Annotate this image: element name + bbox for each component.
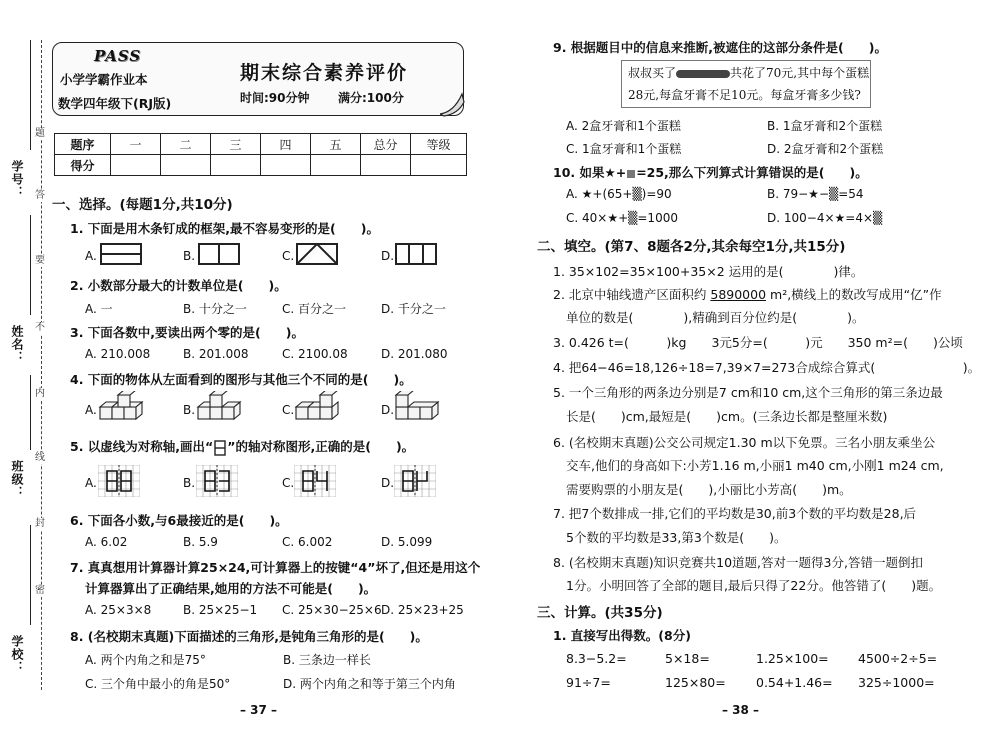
q3-option-a[interactable]: A. 210.008 (85, 347, 151, 361)
page-number-right: – 38 – (722, 703, 760, 717)
fill-question-7-line-2: 5个数的平均数是33,第3个数是( )。 (566, 530, 787, 545)
q6-option-b[interactable]: B. 5.9 (183, 535, 218, 549)
score-header-cell: 总分 (361, 134, 411, 155)
q9-option-c[interactable]: C. 1盒牙膏和1个蛋糕 (566, 142, 682, 156)
calc-item: 0.54+1.46= (756, 675, 833, 690)
question-6: 6. 下面各小数,与6最接近的是( )。 (70, 513, 288, 528)
score-input-cell[interactable] (111, 155, 161, 176)
score-header-cell: 题序 (55, 134, 111, 155)
score-header-cell: 等级 (411, 134, 467, 155)
pass-logo: PASS (94, 47, 142, 65)
q9-note-line-1: 叔叔买了 共花了70元,其中每个蛋糕 (628, 66, 870, 80)
binding-word: 密 (35, 585, 45, 596)
square-symbol-icon (627, 170, 635, 178)
q2-option-d[interactable]: D. 千分之一 (381, 302, 446, 316)
name-label: 姓名： (10, 325, 24, 364)
full-score: 满分:100分 (338, 91, 404, 105)
fill-question-2-line-2: 单位的数是( ),精确到百分位约是( )。 (566, 310, 865, 325)
score-header-cell: 一 (111, 134, 161, 155)
grid-figure-c (294, 465, 336, 497)
q5-option-d[interactable]: D. (381, 476, 395, 490)
calc-item: 8.3−5.2= (566, 651, 627, 666)
score-row-label: 得分 (55, 155, 111, 176)
calc-item: 125×80= (665, 675, 726, 690)
q10-option-c[interactable]: C. 40×★+▒=1000 (566, 211, 678, 225)
q3-option-d[interactable]: D. 201.080 (381, 347, 448, 361)
fill-question-6-line-1: 6. (名校期末真题)公交公司规定1.30 m以下免票。三名小朋友乘坐公 (553, 435, 936, 450)
section-calc-title: 三、计算。(共35分) (537, 605, 663, 621)
score-table (54, 133, 467, 176)
q7-option-d[interactable]: D. 25×23+25 (381, 603, 464, 617)
page-title: 期末综合素养评价 (240, 62, 409, 84)
frame-figure-a (100, 243, 142, 265)
q1-option-d[interactable]: D. (381, 249, 395, 263)
q8-option-b[interactable]: B. 三条边一样长 (283, 653, 371, 667)
fill-question-1: 1. 35×102=35×100+35×2 运用的是( )律。 (553, 264, 864, 279)
q4-option-d[interactable]: D. (381, 403, 395, 417)
fill-question-8-line-1: 8. (名校期末真题)知识竞赛共10道题,答对一题得3分,答错一题倒扣 (553, 555, 923, 570)
binding-word: 封 (35, 518, 45, 529)
score-input-cell[interactable] (361, 155, 411, 176)
score-header-cell: 四 (261, 134, 311, 155)
grid-figure-a (98, 465, 140, 497)
cube-figure-c (294, 391, 340, 423)
class-line (30, 375, 31, 450)
binding-word: 要 (35, 255, 45, 266)
q5-option-b[interactable]: B. (183, 476, 196, 490)
q6-option-d[interactable]: D. 5.099 (381, 535, 433, 549)
fill-question-3: 3. 0.426 t=( )kg 3元5分=( )元 350 m²=( )公顷 (553, 335, 963, 350)
q9-option-b[interactable]: B. 1盒牙膏和2个蛋糕 (767, 119, 883, 133)
binding-word: 答 (35, 190, 45, 201)
score-header-cell: 二 (161, 134, 211, 155)
fill-question-6-line-2: 交车,他们的身高如下:小芳1.16 m,小丽1 m40 cm,小刚1 m24 cm, (566, 458, 944, 473)
score-input-cell[interactable] (161, 155, 211, 176)
question-7-line-1: 7. 真真想用计算器计算25×24,可计算器上的按键“4”坏了,但还是用这个 (70, 560, 481, 575)
grid-figure-b (196, 465, 238, 497)
fill-question-5-line-2: 长是( )cm,最短是( )cm。(三条边长都是整厘米数) (566, 409, 888, 424)
binding-word: 线 (35, 452, 45, 463)
q4-option-c[interactable]: C. (282, 403, 295, 417)
q5-option-c[interactable]: C. (282, 476, 295, 490)
shape-4-icon (213, 440, 227, 456)
cube-figure-d (394, 391, 440, 423)
score-header-cell: 三 (211, 134, 261, 155)
question-2: 2. 小数部分最大的计数单位是( )。 (70, 278, 287, 293)
question-3: 3. 下面各数中,要读出两个零的是( )。 (70, 325, 304, 340)
q7-option-b[interactable]: B. 25×25−1 (183, 603, 258, 617)
hidden-condition-bar (676, 70, 730, 78)
q4-option-b[interactable]: B. (183, 403, 196, 417)
q10-option-a[interactable]: A. ★+(65+▒)=90 (566, 187, 672, 201)
q2-option-b[interactable]: B. 十分之一 (183, 302, 247, 316)
q10-option-b[interactable]: B. 79−★−▒=54 (767, 187, 864, 201)
fill-question-2-line-1: 2. 北京中轴线遗产区面积约 5890000 m²,横线上的数改写成用“亿”作 (553, 287, 942, 302)
question-4: 4. 下面的物体从左面看到的图形与其他三个不同的是( )。 (70, 372, 412, 387)
frame-figure-d (395, 243, 437, 265)
calc-item: 325÷1000= (858, 675, 935, 690)
q3-option-b[interactable]: B. 201.008 (183, 347, 249, 361)
frame-figure-b (198, 243, 240, 265)
class-label: 班级： (10, 460, 24, 499)
question-1: 1. 下面是用木条钉成的框架,最不容易变形的是( )。 (70, 221, 379, 236)
calc-question-1: 1. 直接写出得数。(8分) (553, 628, 691, 643)
score-header-cell: 五 (311, 134, 361, 155)
cube-figure-b (196, 391, 242, 423)
q8-option-c[interactable]: C. 三个角中最小的角是50° (85, 677, 231, 691)
page-number-left: – 37 – (240, 703, 278, 717)
calc-item: 4500÷2÷5= (858, 651, 938, 666)
q10-option-d[interactable]: D. 100−4×★=4×▒ (767, 211, 883, 225)
q9-note-line-2: 28元,每盒牙膏不足10元。每盒牙膏多少钱? (628, 88, 861, 102)
fill-question-5-line-1: 5. 一个三角形的两条边分别是7 cm和10 cm,这个三角形的第三条边最 (553, 385, 943, 400)
frame-figure-c (296, 243, 338, 265)
calc-item: 1.25×100= (756, 651, 829, 666)
section-fill-title: 二、填空。(第7、8题各2分,其余每空1分,共15分) (537, 239, 846, 255)
name-line (30, 215, 31, 315)
section-choice-title: 一、选择。(每题1分,共10分) (52, 197, 233, 213)
q1-option-b[interactable]: B. (183, 249, 196, 263)
question-9: 9. 根据题目中的信息来推断,被遮住的这部分条件是( )。 (553, 40, 887, 55)
q8-option-a[interactable]: A. 两个内角之和是75° (85, 653, 206, 667)
score-input-cell[interactable] (261, 155, 311, 176)
q9-option-a[interactable]: A. 2盒牙膏和1个蛋糕 (566, 119, 681, 133)
page-curl-decoration (440, 92, 466, 118)
q2-option-a[interactable]: A. 一 (85, 302, 113, 316)
q7-option-c[interactable]: C. 25×30−25×6 (282, 603, 382, 617)
q6-option-c[interactable]: C. 6.002 (282, 535, 333, 549)
fill-question-8-line-2: 1分。小明回答了全部的题目,最后只得了22分。他答错了( )题。 (566, 578, 942, 593)
q5-option-a[interactable]: A. (85, 476, 97, 490)
score-input-cell[interactable] (211, 155, 261, 176)
q9-option-d[interactable]: D. 2盒牙膏和2个蛋糕 (767, 142, 884, 156)
binding-word: 内 (35, 388, 45, 399)
student-id-line (30, 40, 31, 150)
exam-time: 时间:90分钟 (240, 91, 310, 105)
question-8: 8. (名校期末真题)下面描述的三角形,是钝角三角形的是( )。 (70, 629, 428, 644)
q1-option-a[interactable]: A. (85, 249, 97, 263)
binding-word: 题 (35, 128, 45, 139)
question-5: 5. 以虚线为对称轴,画出“ ”的轴对称图形,正确的是( )。 (70, 439, 415, 454)
binding-word: 不 (35, 322, 45, 333)
fill-question-6-line-3: 需要购票的小朋友是( ),小丽比小芳高( )m。 (566, 482, 852, 497)
school-line (30, 525, 31, 625)
score-input-cell[interactable] (411, 155, 467, 176)
school-label: 学校： (10, 635, 24, 674)
fill-question-7-line-1: 7. 把7个数排成一排,它们的平均数是30,前3个数的平均数是28,后 (553, 506, 917, 521)
q3-option-c[interactable]: C. 2100.08 (282, 347, 348, 361)
q7-option-a[interactable]: A. 25×3×8 (85, 603, 152, 617)
score-input-cell[interactable] (311, 155, 361, 176)
student-id-label: 学号： (10, 160, 24, 199)
calc-item: 91÷7= (566, 675, 611, 690)
series-name: 小学学霸作业本 (60, 72, 148, 87)
cube-figure-a (98, 391, 144, 423)
fill-question-4: 4. 把64−46=18,126÷18=7,39×7=273合成综合算式( )。 (553, 360, 981, 375)
q8-option-d[interactable]: D. 两个内角之和等于第三个内角 (283, 677, 456, 691)
q1-option-c[interactable]: C. (282, 249, 295, 263)
grid-figure-d (394, 465, 436, 497)
q2-option-c[interactable]: C. 百分之一 (282, 302, 347, 316)
question-10: 10. 如果★+ =25,那么下列算式计算错误的是( )。 (553, 165, 868, 180)
calc-item: 5×18= (665, 651, 710, 666)
question-7-line-2: 计算器算出了正确结果,她用的方法不可能是( )。 (85, 581, 377, 596)
grade-label: 数学四年级下(RJ版) (58, 96, 172, 111)
q6-option-a[interactable]: A. 6.02 (85, 535, 128, 549)
q4-option-a[interactable]: A. (85, 403, 97, 417)
